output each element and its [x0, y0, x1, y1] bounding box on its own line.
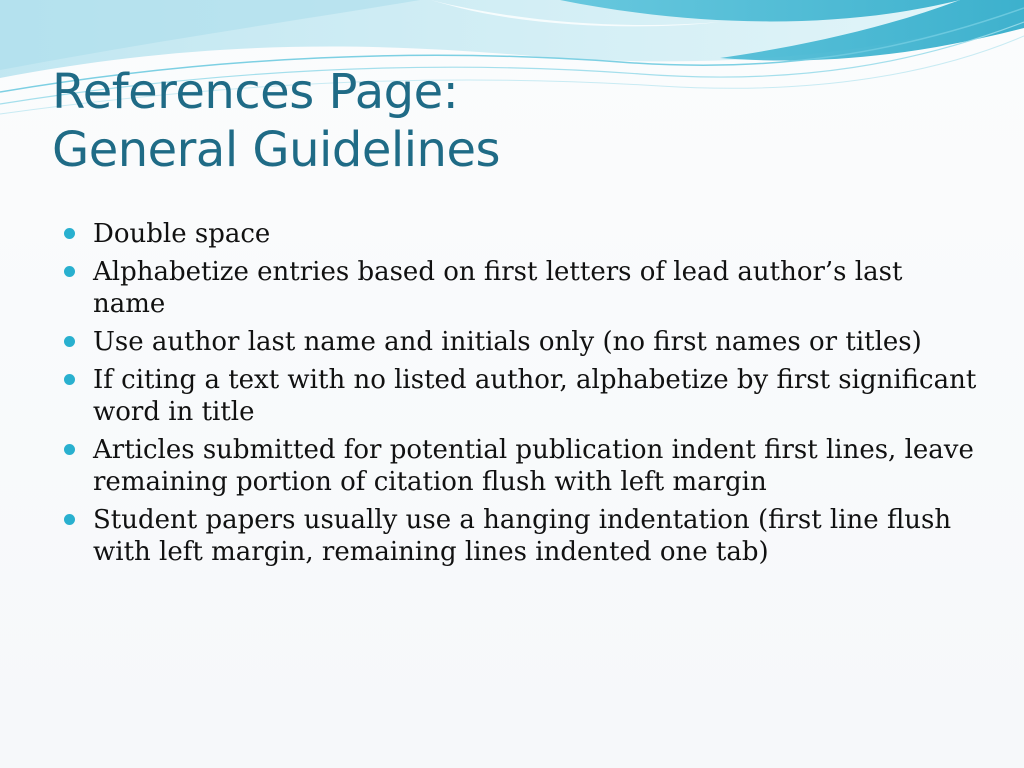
bullet-item — [62, 434, 982, 498]
bullet-item — [62, 364, 982, 428]
bullet-text: If citing a text with no listed author, alphabetize by first significant word in title — [93, 365, 977, 427]
bullet-dot-icon — [64, 266, 75, 277]
bullet-text: Double space — [93, 219, 271, 249]
bullet-dot-icon — [64, 336, 75, 347]
slide-title-line-1: References Page: — [52, 64, 459, 120]
bullet-dot-icon — [64, 374, 75, 385]
slide-title — [52, 64, 500, 179]
bullet-text: Articles submitted for potential publication indent first lines, leave remaining portion of citation flush with left margin — [93, 435, 974, 497]
slide-title-line-2: General Guidelines — [52, 121, 501, 178]
bullet-list — [62, 218, 982, 574]
bullet-text: Use author last name and initials only (no first names or titles) — [93, 327, 922, 357]
bullet-item — [62, 504, 982, 568]
bullet-text: Student papers usually use a hanging indentation (first line flush with left margin, remaining lines indented one tab) — [93, 505, 952, 567]
bullet-item — [62, 256, 982, 320]
bullet-dot-icon — [64, 228, 75, 239]
bullet-item — [62, 218, 982, 250]
bullet-dot-icon — [64, 444, 75, 455]
bullet-text: Alphabetize entries based on first letters of lead author’s last name — [93, 257, 903, 319]
bullet-item — [62, 326, 982, 358]
bullet-dot-icon — [64, 514, 75, 525]
